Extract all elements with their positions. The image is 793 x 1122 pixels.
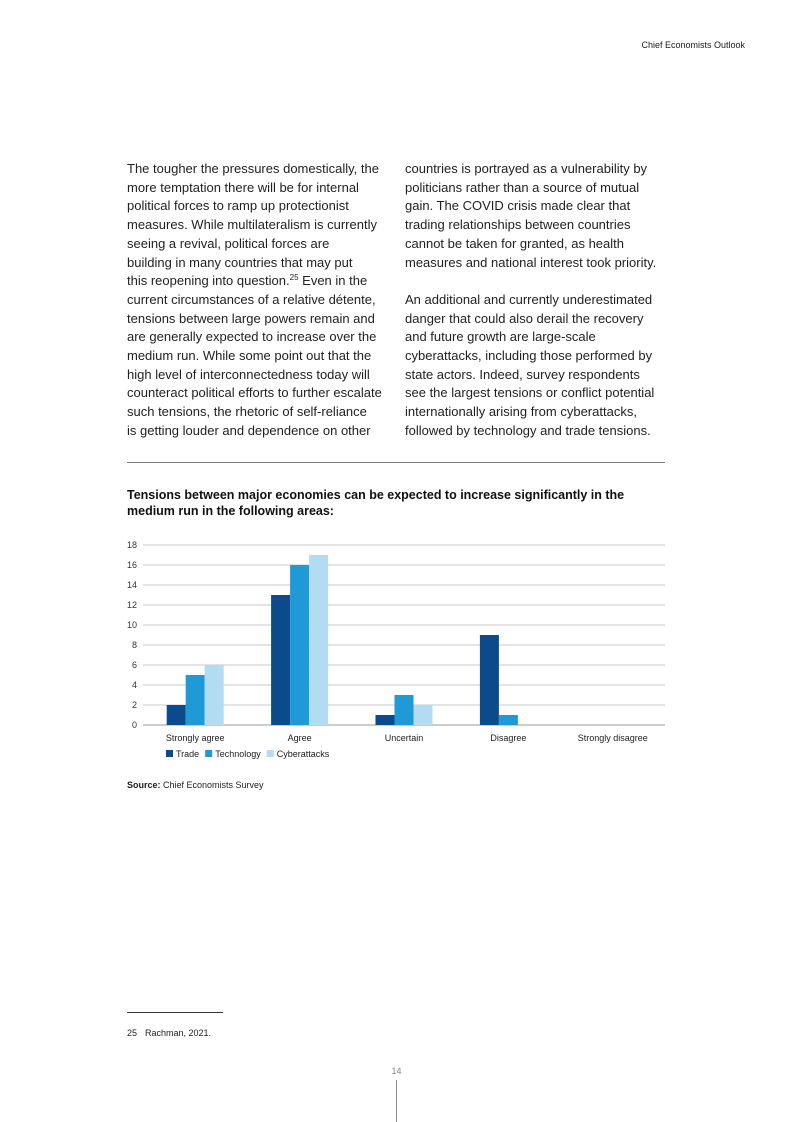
text-line: medium run. While some point out that the [127, 348, 372, 364]
text-line: cyberattacks, including those performed by [405, 348, 653, 364]
text-line: more temptation there will be for internal [127, 179, 359, 195]
x-tick-label: Strongly disagree [577, 733, 648, 743]
text-line: tensions between large powers remain and [127, 310, 375, 326]
text-line: political forces to ramp up protectionist [127, 198, 349, 214]
text-line: see the largest tensions or conflict potential [405, 385, 655, 401]
bar-cyberattacks-uncertain [414, 705, 433, 725]
text-line: measures and national interest took priority. [405, 254, 657, 270]
bar-cyberattacks-agree [309, 555, 328, 725]
right-paragraph-1 [405, 160, 667, 272]
chart-title-line: medium run in the following areas: [127, 503, 334, 518]
page-number-line [396, 1080, 397, 1122]
legend-label-trade: Trade [176, 749, 200, 759]
left-column [127, 160, 389, 441]
bar-trade-strongly-agree [167, 705, 186, 725]
text-line: building in many countries that may put [127, 254, 353, 270]
bar-technology-uncertain [395, 695, 414, 725]
text-line: high level of interconnectedness today will [127, 366, 370, 382]
x-tick-label: Uncertain [384, 733, 424, 743]
text-line: are generally expected to increase over the [127, 329, 377, 345]
text-line: and future growth are large-scale [405, 329, 596, 345]
legend-label-technology: Technology [215, 749, 261, 759]
text-line: seeing a revival, political forces are [127, 235, 330, 251]
text-fragment: this reopening into question. [127, 273, 290, 289]
text-line-with-footnote [127, 272, 389, 291]
footnote-text: Rachman, 2021. [145, 1028, 212, 1038]
x-tick-label: Disagree [490, 733, 527, 743]
text-line: politicians rather than a source of mutual [405, 179, 640, 195]
text-line: An additional and currently underestimated [405, 291, 653, 307]
left-lines-a [127, 160, 389, 272]
text-line: is getting louder and dependence on other [127, 422, 371, 438]
text-line: trading relationships between countries [405, 217, 631, 233]
text-fragment: Even in the [298, 273, 368, 289]
bar-technology-disagree [499, 715, 518, 725]
footnote [127, 1028, 211, 1038]
y-tick-label: 8 [131, 640, 137, 650]
y-tick-label: 14 [126, 580, 137, 590]
bar-trade-uncertain [376, 715, 395, 725]
chart-title-line: Tensions between major economies can be expected to increase significantly in the [127, 488, 625, 502]
text-line: state actors. Indeed, survey respondents [405, 366, 640, 382]
text-line: internationally arising from cyberattacks, [405, 404, 637, 420]
paragraph-gap [405, 272, 667, 291]
bar-trade-disagree [480, 635, 499, 725]
text-line: followed by technology and trade tensions. [405, 422, 651, 438]
source-label: Source: [127, 780, 161, 790]
y-tick-label: 0 [131, 720, 137, 730]
right-paragraph-2 [405, 291, 667, 441]
text-line: current circumstances of a relative détente, [127, 291, 376, 307]
chart-title [127, 488, 667, 519]
text-line: such tensions, the rhetoric of self-reliance [127, 404, 367, 420]
x-tick-label: Agree [287, 733, 312, 743]
source-text: Chief Economists Survey [160, 780, 264, 790]
text-line: gain. The COVID crisis made clear that [405, 198, 631, 214]
legend-swatch-technology [205, 750, 212, 757]
text-line: counteract political efforts to further escalate [127, 385, 382, 401]
header-title: Chief Economists Outlook [641, 40, 745, 50]
bar-technology-strongly-agree [186, 675, 205, 725]
footnote-number: 25 [127, 1028, 138, 1038]
footnote-ref-25[interactable]: 25 [289, 272, 299, 282]
legend-swatch-cyberattacks [267, 750, 274, 757]
bar-technology-agree [290, 565, 309, 725]
x-tick-label: Strongly agree [165, 733, 225, 743]
y-tick-label: 10 [126, 620, 137, 630]
chart-source [127, 780, 264, 790]
text-line: measures. While multilateralism is currently [127, 217, 377, 233]
bar-chart [100, 535, 680, 770]
right-column [405, 160, 667, 441]
legend-label-cyberattacks: Cyberattacks [276, 749, 330, 759]
left-lines-b [127, 291, 389, 441]
y-tick-label: 4 [131, 680, 137, 690]
text-line: countries is portrayed as a vulnerability by [405, 161, 648, 176]
text-line: danger that could also derail the recovery [405, 310, 644, 326]
y-tick-label: 2 [131, 700, 137, 710]
y-tick-label: 18 [126, 540, 137, 550]
bar-trade-agree [271, 595, 290, 725]
text-line: cannot be taken for granted, as health [405, 235, 624, 251]
y-tick-label: 6 [131, 660, 137, 670]
legend-swatch-trade [166, 750, 173, 757]
y-tick-label: 16 [126, 560, 137, 570]
footnote-divider [127, 1012, 223, 1013]
bar-cyberattacks-strongly-agree [205, 665, 224, 725]
page-number: 14 [391, 1066, 402, 1076]
section-divider [127, 462, 665, 463]
text-line: The tougher the pressures domestically, the [127, 161, 379, 176]
y-tick-label: 12 [126, 600, 137, 610]
